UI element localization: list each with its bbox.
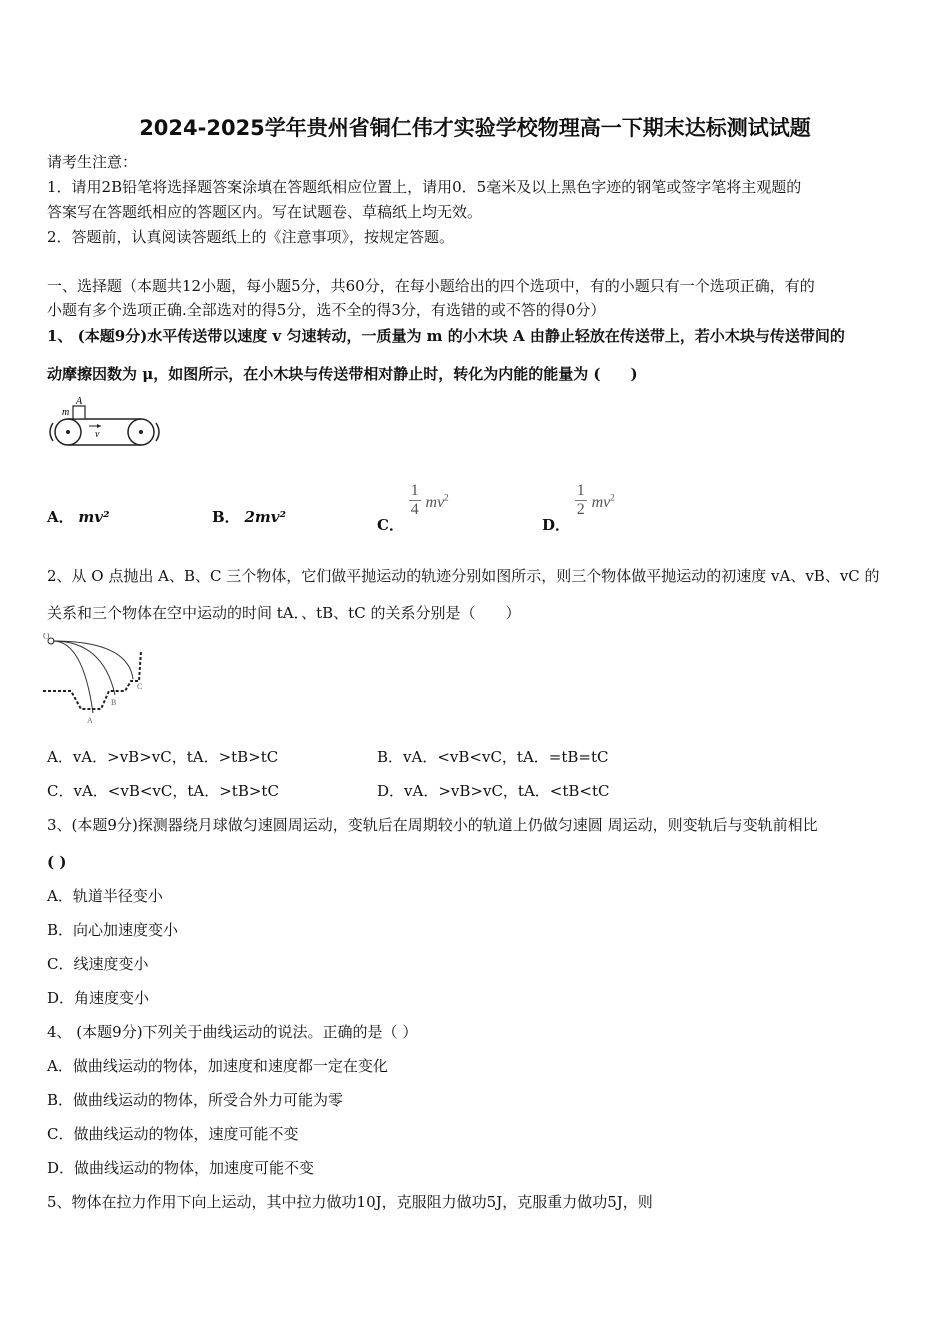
section-header-line-1: 一、选择题（本题共12小题，每小题5分，共60分，在每小题给出的四个选项中，有的小题只有一个选项正确，有的 bbox=[47, 277, 815, 295]
q1-option-d-numerator: 1 bbox=[576, 482, 585, 499]
notice-line-2: 2．答题前，认真阅读答题纸上的《注意事项》，按规定答题。 bbox=[47, 228, 455, 246]
q4-option-b: B．做曲线运动的物体，所受合外力可能为零 bbox=[47, 1091, 344, 1109]
notice-line-1a: 1．请用2B铅笔将选择题答案涂填在答题纸相应位置上，请用0．5毫米及以上黑色字迹的钢笔或签字笔将主观题的 bbox=[47, 178, 802, 196]
q2-option-b: B．vA．<vB<vC，tA．=tB=tC bbox=[377, 748, 609, 766]
page-title: 2024-2025学年贵州省铜仁伟才实验学校物理高一下期末达标测试试题 bbox=[139, 116, 811, 140]
q1-option-c-label: C． bbox=[377, 515, 404, 534]
q2-stem-line-1: 2、从 O 点抛出 A、B、C 三个物体，它们做平抛运动的轨迹分别如图所示，则三个物体做平抛运动的初速度 vA、vB、vC 的 bbox=[47, 567, 880, 585]
q1-option-c-exponent: 2 bbox=[444, 492, 449, 503]
q4-stem: 4、 (本题9分)下列关于曲线运动的说法。正确的是（ ） bbox=[47, 1023, 418, 1041]
q1-option-c-expr: mv bbox=[425, 494, 445, 512]
q1-option-a-label: A． bbox=[47, 508, 74, 526]
q2-stem-line-2: 关系和三个物体在空中运动的时间 tA．、tB、tC 的关系分别是（ ） bbox=[47, 604, 521, 622]
q1-option-d-denominator: 2 bbox=[576, 501, 585, 518]
q1-option-a bbox=[47, 507, 110, 527]
label-o: O bbox=[43, 633, 50, 641]
q1-option-a-text: mv² bbox=[78, 508, 110, 526]
q3-option-c: C．线速度变小 bbox=[47, 955, 149, 973]
q2-option-c: C．vA．<vB<vC，tA．>tB>tC bbox=[47, 782, 279, 800]
label-b-point: B bbox=[111, 698, 117, 707]
q3-option-b: B．向心加速度变小 bbox=[47, 921, 179, 939]
q1-option-c bbox=[377, 482, 449, 534]
q1-option-b bbox=[212, 507, 286, 527]
q1-option-d-exponent: 2 bbox=[610, 492, 615, 503]
q1-option-b-text: 2mv² bbox=[244, 508, 287, 526]
left-pulley-axle bbox=[66, 430, 70, 434]
ground-steps bbox=[43, 651, 141, 709]
q2-projectile-figure bbox=[43, 633, 153, 728]
q2-option-d: D．vA．>vB>vC，tA．<tB<tC bbox=[377, 782, 610, 800]
label-m: m bbox=[62, 407, 70, 418]
q2-option-a: A．vA．>vB>vC，tA．>tB>tC bbox=[47, 748, 279, 766]
label-a: A bbox=[76, 396, 83, 407]
q4-option-a: A．做曲线运动的物体，加速度和速度都一定在变化 bbox=[47, 1057, 388, 1075]
q1-stem-line-2: 动摩擦因数为 μ，如图所示，在小木块与传送带相对静止时，转化为内能的能量为 ( ) bbox=[47, 365, 638, 383]
trajectories bbox=[53, 641, 133, 713]
q1-option-d bbox=[542, 482, 615, 534]
q3-option-a: A．轨道半径变小 bbox=[47, 887, 163, 905]
block-a bbox=[73, 406, 85, 419]
q1-option-d-label: D． bbox=[542, 515, 571, 534]
velocity-arrowhead bbox=[97, 424, 101, 428]
q3-stem-line-2: ( ) bbox=[47, 853, 67, 871]
q4-option-d: D．做曲线运动的物体，加速度可能不变 bbox=[47, 1159, 315, 1177]
label-a-point: A bbox=[87, 716, 93, 725]
q4-option-c: C．做曲线运动的物体，速度可能不变 bbox=[47, 1125, 299, 1143]
q1-option-d-expr: mv bbox=[591, 494, 611, 512]
q1-option-d-fraction bbox=[575, 482, 587, 519]
q5-stem: 5、物体在拉力作用下向上运动，其中拉力做功10J，克服阻力做功5J，克服重力做功5J，则 bbox=[47, 1193, 653, 1211]
label-v: v bbox=[95, 429, 100, 440]
q1-option-c-fraction bbox=[409, 482, 421, 519]
notice-heading: 请考生注意： bbox=[47, 153, 138, 171]
right-pulley-axle bbox=[139, 430, 143, 434]
q1-conveyor-figure bbox=[43, 393, 168, 453]
q3-stem-line-1: 3、(本题9分)探测器绕月球做匀速圆周运动，变轨后在周期较小的轨道上仍做匀速圆 周运动，则变轨后与变轨前相比 bbox=[47, 816, 818, 834]
section-header-line-2: 小题有多个选项正确.全部选对的得5分，选不全的得3分，有选错的或不答的得0分） bbox=[47, 301, 606, 319]
q1-option-c-denominator: 4 bbox=[410, 501, 419, 518]
q3-option-d: D．角速度变小 bbox=[47, 989, 150, 1007]
notice-line-1b: 答案写在答题纸相应的答题区内。写在试题卷、草稿纸上均无效。 bbox=[47, 203, 483, 221]
q1-option-b-label: B． bbox=[212, 508, 240, 526]
q1-option-c-numerator: 1 bbox=[410, 482, 419, 499]
label-c-point: C bbox=[137, 682, 143, 691]
q1-stem-line-1: 1、 (本题9分)水平传送带以速度 v 匀速转动，一质量为 m 的小木块 A 由静止轻放在传送带上，若小木块与传送带间的 bbox=[47, 327, 845, 345]
